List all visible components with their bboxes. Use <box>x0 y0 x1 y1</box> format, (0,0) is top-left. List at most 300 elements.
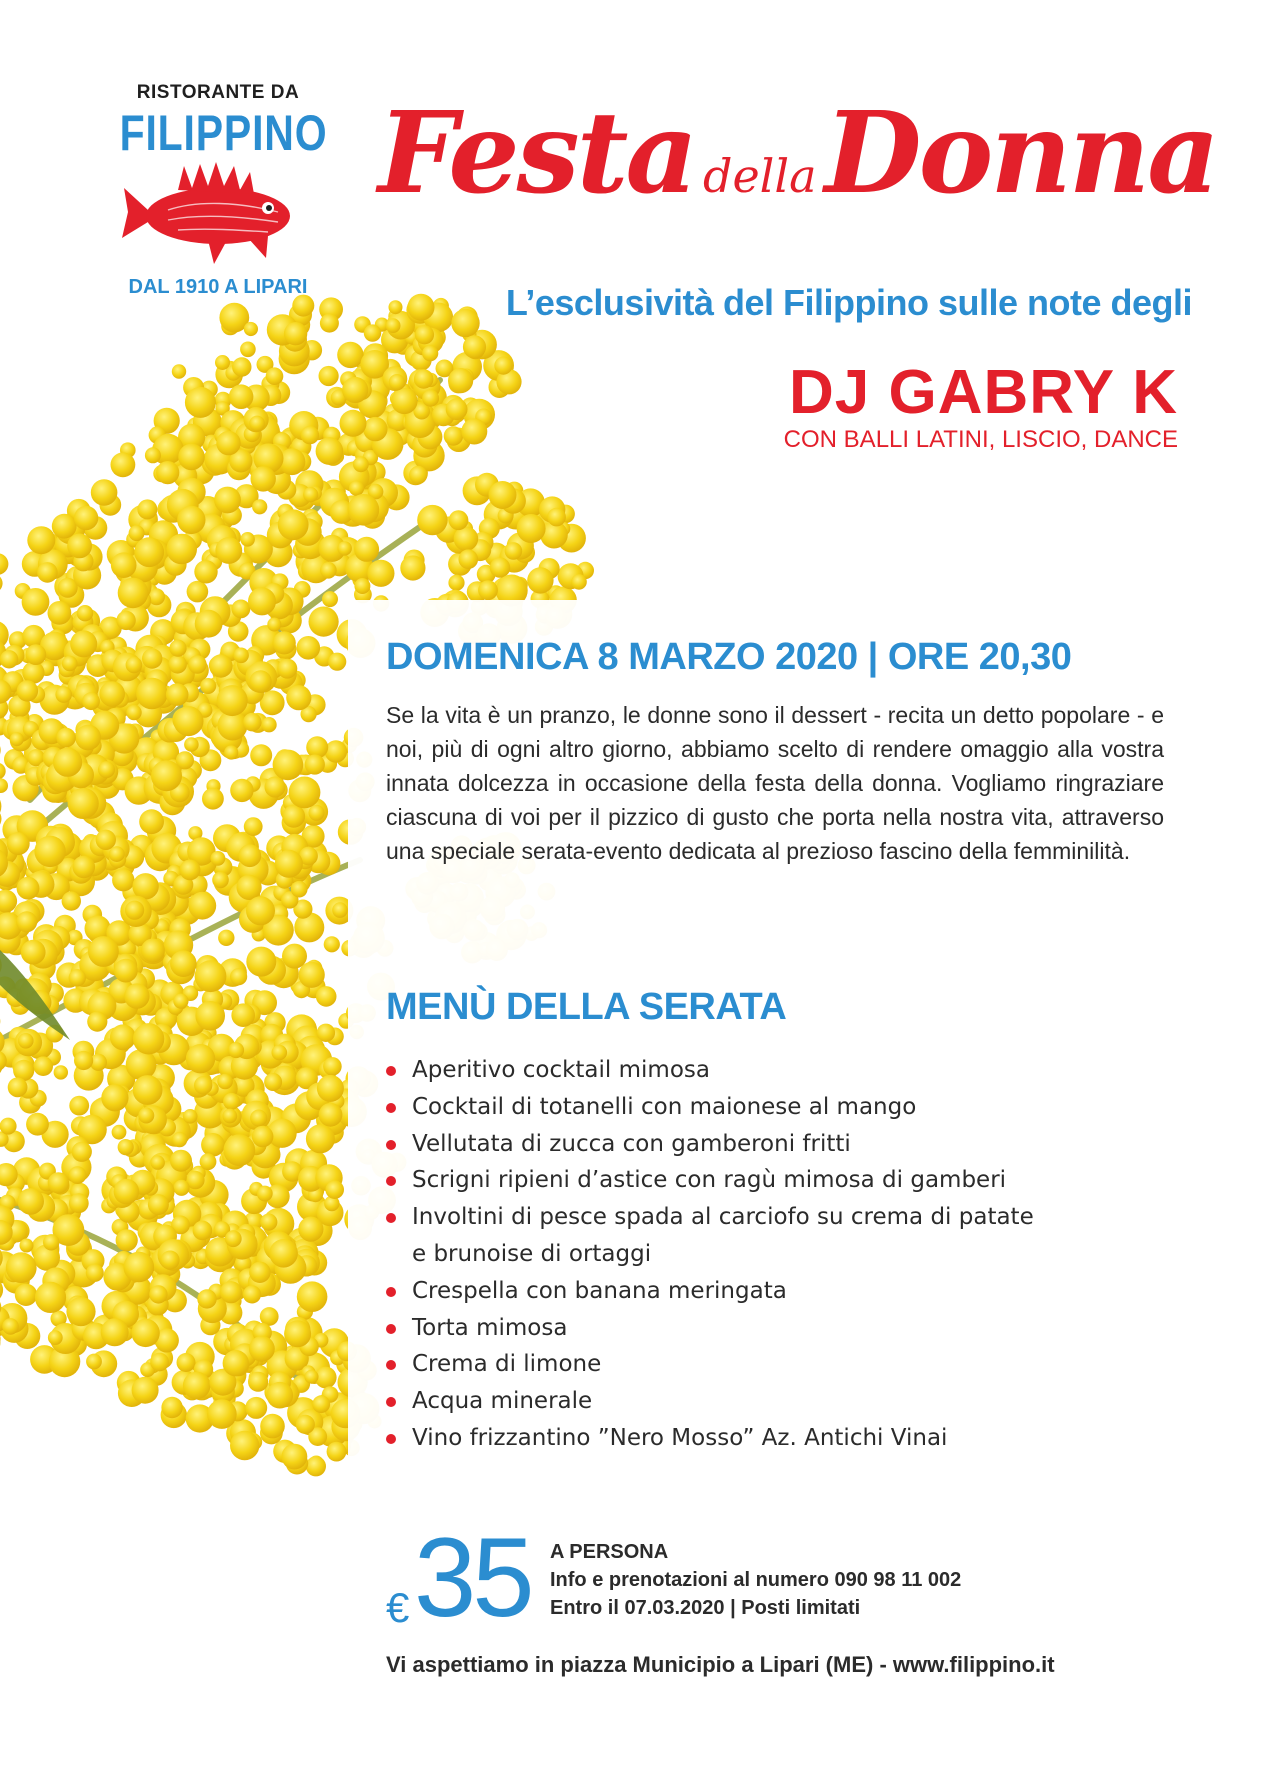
mimosa-blossom <box>73 856 96 879</box>
mimosa-blossom <box>48 1172 69 1193</box>
mimosa-blossom <box>136 678 168 710</box>
mimosa-blossom <box>298 1217 323 1242</box>
mimosa-blossom <box>116 611 135 630</box>
title-word-donna: Donna <box>824 88 1217 219</box>
mimosa-blossom <box>490 557 510 577</box>
mimosa-blossom <box>249 1262 270 1283</box>
mimosa-blossom <box>174 706 204 736</box>
mimosa-blossom <box>99 681 125 707</box>
mimosa-blossom <box>211 851 226 866</box>
mimosa-blossom <box>459 549 479 569</box>
mimosa-blossom <box>74 506 98 530</box>
mimosa-blossom <box>327 1442 347 1462</box>
mimosa-blossom <box>306 1456 326 1476</box>
mimosa-blossom <box>8 1077 28 1097</box>
mimosa-blossom <box>109 846 125 862</box>
mimosa-blossom <box>267 1382 294 1409</box>
mimosa-blossom <box>309 805 325 821</box>
mimosa-blossom <box>224 745 238 759</box>
mimosa-blossom <box>183 1372 211 1400</box>
mimosa-blossom <box>197 1289 216 1308</box>
mimosa-blossom <box>185 387 216 418</box>
mimosa-blossom <box>25 644 46 665</box>
mimosa-blossom <box>111 452 136 477</box>
mimosa-blossom <box>364 324 381 341</box>
mimosa-blossom <box>243 1285 261 1303</box>
mimosa-blossom <box>317 1075 344 1102</box>
mimosa-blossom <box>33 1056 53 1076</box>
mimosa-blossom <box>178 444 205 471</box>
menu-list <box>386 1052 1086 1457</box>
mimosa-blossom <box>156 461 179 484</box>
mimosa-blossom <box>463 335 486 358</box>
mimosa-blossom <box>218 930 234 946</box>
mimosa-blossom <box>338 541 352 555</box>
mimosa-blossom <box>77 605 93 621</box>
mimosa-blossom <box>414 369 434 389</box>
mimosa-blossom <box>35 1282 66 1313</box>
mimosa-blossom <box>172 1132 187 1147</box>
mimosa-blossom <box>48 601 72 625</box>
mimosa-blossom <box>161 1397 182 1418</box>
mimosa-blossom <box>223 1134 255 1166</box>
mimosa-blossom <box>220 1281 242 1303</box>
mimosa-blossom <box>250 1110 267 1127</box>
mimosa-blossom <box>505 542 523 560</box>
mimosa-blossom <box>316 986 337 1007</box>
mimosa-blossom <box>177 1353 196 1372</box>
mimosa-blossom <box>188 655 207 674</box>
scorpionfish-icon <box>118 160 318 270</box>
mimosa-blossom <box>72 1142 92 1162</box>
mimosa-blossom <box>202 788 224 810</box>
mimosa-blossom <box>252 1126 274 1148</box>
mimosa-blossom <box>215 537 242 564</box>
mimosa-blossom <box>0 574 3 593</box>
mimosa-blossom <box>53 748 82 777</box>
mimosa-blossom <box>389 374 405 390</box>
mimosa-blossom <box>265 777 286 798</box>
dj-name: DJ GABRY K <box>789 358 1178 427</box>
mimosa-blossom <box>217 1074 233 1090</box>
mimosa-blossom <box>142 648 162 668</box>
mimosa-blossom <box>170 1150 192 1172</box>
mimosa-blossom <box>319 1103 343 1127</box>
mimosa-blossom <box>112 1125 127 1140</box>
mimosa-blossom <box>245 1397 267 1419</box>
logo-name: FILIPPINO <box>119 105 328 161</box>
mimosa-blossom <box>349 481 364 496</box>
mimosa-blossom <box>306 1124 335 1153</box>
mimosa-blossom <box>7 832 30 855</box>
mimosa-blossom <box>348 494 380 526</box>
menu-title: MENÙ DELLA SERATA <box>386 986 787 1028</box>
mimosa-blossom <box>249 1336 275 1362</box>
mimosa-blossom <box>133 1075 163 1105</box>
mimosa-blossom <box>250 744 272 766</box>
mimosa-blossom <box>150 1353 169 1372</box>
mimosa-blossom <box>110 1024 136 1050</box>
mimosa-blossom <box>137 499 157 519</box>
mimosa-blossom <box>56 728 76 748</box>
mimosa-blossom <box>337 342 363 368</box>
mimosa-blossom <box>82 692 100 710</box>
mimosa-blossom <box>319 366 339 386</box>
mimosa-blossom <box>62 656 78 672</box>
mimosa-blossom <box>129 525 145 541</box>
mimosa-blossom <box>131 1319 159 1347</box>
mimosa-blossom <box>267 618 281 632</box>
mimosa-blossom <box>248 587 276 615</box>
mimosa-blossom <box>114 1179 140 1205</box>
mimosa-blossom <box>132 1377 159 1404</box>
mimosa-blossom <box>0 778 8 793</box>
mimosa-blossom <box>246 947 276 977</box>
mimosa-blossom <box>48 1330 63 1345</box>
mimosa-blossom <box>214 487 241 514</box>
mimosa-blossom <box>70 630 97 657</box>
mimosa-blossom <box>571 574 587 590</box>
mimosa-blossom <box>449 510 469 530</box>
mimosa-blossom <box>422 345 438 361</box>
footer-address: Vi aspettiamo in piazza Municipio a Lipari (ME) - www.filippino.it <box>386 1652 1055 1677</box>
mimosa-blossom <box>173 1180 189 1196</box>
mimosa-blossom <box>68 788 99 819</box>
price-block <box>386 1515 1086 1640</box>
mimosa-blossom <box>141 939 165 963</box>
mimosa-blossom <box>126 705 141 720</box>
mimosa-blossom <box>184 737 199 752</box>
mimosa-blossom <box>172 364 186 378</box>
mimosa-blossom <box>448 368 473 393</box>
mimosa-blossom <box>409 466 427 484</box>
mimosa-blossom <box>489 481 517 509</box>
mimosa-blossom <box>231 1003 255 1027</box>
mimosa-blossom <box>273 631 296 654</box>
mimosa-blossom <box>309 607 339 637</box>
mimosa-blossom <box>478 580 498 600</box>
mimosa-blossom <box>291 881 308 898</box>
mimosa-blossom <box>138 1108 154 1124</box>
mimosa-blossom <box>249 416 265 432</box>
mimosa-blossom <box>116 1229 138 1251</box>
mimosa-blossom <box>517 514 546 543</box>
menu-item: Crema di limone <box>386 1346 1086 1383</box>
logo-since: DAL 1910 A LIPARI <box>128 276 308 298</box>
price-info <box>550 1538 961 1622</box>
mimosa-blossom <box>69 1166 87 1184</box>
mimosa-blossom <box>6 1252 37 1283</box>
mimosa-blossom <box>444 426 463 445</box>
mimosa-blossom <box>194 560 217 583</box>
mimosa-blossom <box>305 1370 319 1384</box>
mimosa-blossom <box>34 836 65 867</box>
mimosa-blossom <box>125 901 144 920</box>
mimosa-blossom <box>223 1093 240 1110</box>
mimosa-blossom <box>187 581 209 603</box>
mimosa-blossom <box>273 750 304 781</box>
mimosa-blossom <box>448 575 464 591</box>
mimosa-blossom <box>332 902 348 918</box>
mimosa-blossom <box>74 1051 93 1070</box>
mimosa-blossom <box>170 950 197 977</box>
mimosa-blossom <box>177 506 205 534</box>
mimosa-blossom <box>230 1431 259 1460</box>
mimosa-blossom <box>240 532 255 547</box>
mimosa-blossom <box>363 417 387 441</box>
mimosa-blossom <box>243 713 262 732</box>
mimosa-blossom <box>18 1033 34 1049</box>
mimosa-blossom <box>86 1264 104 1282</box>
mimosa-blossom <box>151 1155 165 1169</box>
mimosa-blossom <box>229 384 254 409</box>
mimosa-blossom <box>244 322 258 336</box>
mimosa-blossom <box>55 686 72 703</box>
mimosa-blossom <box>325 740 347 762</box>
mimosa-blossom <box>195 1001 225 1031</box>
mimosa-blossom <box>195 960 227 992</box>
mimosa-blossom <box>173 994 188 1009</box>
mimosa-blossom <box>118 1139 134 1155</box>
mimosa-blossom <box>303 487 318 502</box>
mimosa-blossom <box>354 578 370 594</box>
mimosa-blossom <box>133 1023 164 1054</box>
mimosa-blossom <box>225 1230 242 1247</box>
mimosa-blossom <box>200 678 216 694</box>
mimosa-blossom <box>277 659 297 679</box>
mimosa-blossom <box>96 830 116 850</box>
mimosa-blossom <box>212 872 229 889</box>
mimosa-blossom <box>69 1096 89 1116</box>
mimosa-blossom <box>186 1044 215 1073</box>
mimosa-blossom <box>118 578 149 609</box>
menu-item: Vino frizzantino ”Nero Mosso” Az. Antichi Vinai <box>386 1420 1086 1457</box>
mimosa-blossom <box>132 873 158 899</box>
mimosa-blossom <box>217 685 248 716</box>
mimosa-blossom <box>417 505 447 535</box>
mimosa-blossom <box>54 1065 68 1079</box>
mimosa-blossom <box>328 653 346 671</box>
mimosa-blossom <box>17 1188 44 1215</box>
mimosa-blossom <box>215 355 230 370</box>
event-intro: Se la vita è un pranzo, le donne sono il dessert - recita un detto popolare - e noi, più di ogni altro giorno, abbiamo scelto di rendere omaggio alla vostra innata dolcezza in occasione della festa della donna. Vogliamo ringraziare ciascuna di voi per il pizzico di gusto che porta nella nostra vita, attraverso una speciale serata-evento dedicata al prezioso fascino della femminilità. <box>386 702 1164 864</box>
mimosa-blossom <box>282 805 305 828</box>
mimosa-blossom <box>66 1297 95 1326</box>
mimosa-blossom <box>240 342 256 358</box>
menu-item <box>386 1199 1086 1273</box>
mimosa-blossom <box>126 657 143 674</box>
mimosa-blossom <box>69 969 86 986</box>
mimosa-blossom <box>264 1073 282 1091</box>
mimosa-blossom <box>391 388 417 414</box>
mimosa-blossom <box>260 1414 285 1439</box>
mimosa-blossom <box>422 390 439 407</box>
mimosa-blossom <box>86 1354 102 1370</box>
mimosa-blossom <box>353 456 369 472</box>
mimosa-blossom <box>91 479 118 506</box>
mimosa-blossom <box>0 1118 17 1135</box>
restaurant-logo <box>98 82 338 322</box>
mimosa-blossom <box>69 1193 89 1213</box>
mimosa-blossom <box>161 1251 180 1270</box>
price-per-person: A PERSONA <box>550 1541 669 1563</box>
mimosa-blossom <box>228 1042 244 1058</box>
mimosa-blossom <box>257 1186 273 1202</box>
mimosa-blossom <box>284 1320 311 1347</box>
mimosa-blossom <box>134 537 164 567</box>
mimosa-blossom <box>269 1239 298 1268</box>
event-date: DOMENICA 8 MARZO 2020 | ORE 20,30 <box>386 636 1072 678</box>
mimosa-blossom <box>282 944 307 969</box>
dj-block <box>783 358 1178 454</box>
mimosa-blossom <box>275 850 303 878</box>
mimosa-blossom <box>342 377 368 403</box>
mimosa-blossom <box>282 1444 308 1470</box>
price-amount: 35 <box>414 1515 531 1640</box>
mimosa-blossom <box>17 680 38 701</box>
mimosa-blossom <box>325 1180 344 1199</box>
mimosa-blossom <box>209 654 232 677</box>
mimosa-blossom <box>527 567 553 593</box>
subtitle: L’esclusività del Filippino sulle note degli <box>505 282 1192 323</box>
mimosa-blossom <box>201 1133 225 1157</box>
mimosa-blossom <box>200 1153 217 1170</box>
booking-deadline: Entro il 07.03.2020 | Posti limitati <box>550 1597 861 1619</box>
mimosa-blossom <box>244 817 263 836</box>
mimosa-blossom <box>112 869 134 891</box>
mimosa-blossom <box>232 357 251 376</box>
mimosa-blossom <box>400 555 425 580</box>
mimosa-blossom <box>195 610 223 638</box>
price-currency: € <box>386 1584 410 1631</box>
mimosa-blossom <box>124 1252 155 1283</box>
mimosa-blossom <box>168 655 187 674</box>
mimosa-blossom <box>183 1109 198 1124</box>
mimosa-blossom <box>27 526 55 554</box>
mimosa-blossom <box>250 670 272 692</box>
mimosa-blossom <box>289 777 321 809</box>
mimosa-blossom <box>297 636 321 660</box>
mimosa-blossom <box>320 562 337 579</box>
mimosa-blossom <box>251 466 276 491</box>
mimosa-blossom <box>230 779 253 802</box>
mimosa-blossom <box>67 534 92 559</box>
mimosa-blossom <box>0 650 18 668</box>
mimosa-blossom <box>454 526 479 551</box>
mimosa-blossom <box>21 940 46 965</box>
dj-genres: CON BALLI LATINI, LISCIO, DANCE <box>783 426 1178 453</box>
mimosa-blossom <box>233 648 249 664</box>
mimosa-blossom <box>415 325 434 344</box>
menu-item: Crespella con banana meringata <box>386 1273 1086 1310</box>
mimosa-blossom <box>16 911 37 932</box>
booking-info: Info e prenotazioni al numero 090 98 11 002 <box>550 1569 962 1591</box>
menu-item: Cocktail di totanelli con maionese al mango <box>386 1089 1086 1126</box>
mimosa-blossom <box>286 685 311 710</box>
mimosa-blossom <box>367 560 394 587</box>
logo-pretitle: RISTORANTE DA <box>136 82 300 103</box>
mimosa-blossom <box>322 591 338 607</box>
mimosa-blossom <box>232 600 251 619</box>
mimosa-blossom <box>297 1281 328 1312</box>
mimosa-blossom <box>88 936 119 967</box>
menu-item: Acqua minerale <box>386 1383 1086 1420</box>
mimosa-blossom <box>52 514 77 539</box>
title-word-della: della <box>703 149 817 203</box>
mimosa-blossom <box>188 892 216 920</box>
mimosa-blossom <box>284 322 307 345</box>
mimosa-blossom <box>237 875 262 900</box>
mimosa-blossom <box>323 1057 342 1076</box>
mimosa-blossom <box>194 1076 212 1094</box>
mimosa-blossom <box>312 1395 330 1413</box>
mimosa-blossom <box>98 761 115 778</box>
mimosa-blossom <box>139 809 164 834</box>
title-word-festa: Festa <box>378 88 696 219</box>
mimosa-blossom <box>166 534 197 565</box>
mimosa-blossom <box>10 732 24 746</box>
mimosa-blossom <box>446 398 468 420</box>
mimosa-blossom <box>20 1239 34 1253</box>
mimosa-blossom <box>0 763 6 780</box>
event-title <box>378 88 1217 258</box>
mimosa-blossom <box>180 860 201 881</box>
mimosa-blossom <box>216 431 240 455</box>
menu-item-line: Involtini di pesce spada al carciofo su crema di patate <box>412 1204 1034 1231</box>
mimosa-blossom <box>101 1318 129 1346</box>
mimosa-blossom <box>230 968 247 985</box>
mimosa-blossom <box>305 754 325 774</box>
mimosa-blossom <box>222 1109 237 1124</box>
mimosa-blossom <box>145 447 161 463</box>
mimosa-blossom <box>166 683 189 706</box>
mimosa-blossom <box>260 1214 277 1231</box>
mimosa-blossom <box>37 562 58 583</box>
menu-item: Scrigni ripieni d’astice con ragù mimosa di gamberi <box>386 1162 1086 1199</box>
mimosa-blossom <box>278 509 309 540</box>
mimosa-blossom <box>43 1234 59 1250</box>
mimosa-blossom <box>2 1318 19 1335</box>
menu-item-line: e brunoise di ortaggi <box>412 1240 652 1267</box>
mimosa-blossom <box>266 367 284 385</box>
mimosa-blossom <box>261 717 276 732</box>
mimosa-blossom <box>272 1045 288 1061</box>
menu-item: Aperitivo cocktail mimosa <box>386 1052 1086 1089</box>
mimosa-blossom <box>461 419 487 445</box>
menu-item: Torta mimosa <box>386 1310 1086 1347</box>
mimosa-blossom <box>193 1221 213 1241</box>
mimosa-blossom <box>324 936 340 952</box>
mimosa-blossom <box>101 1084 128 1111</box>
mimosa-blossom <box>148 1194 169 1215</box>
mimosa-blossom <box>114 959 138 983</box>
mimosa-blossom <box>0 738 1 763</box>
mimosa-blossom <box>207 1399 237 1429</box>
mimosa-blossom <box>494 357 512 375</box>
mimosa-blossom <box>151 760 182 791</box>
mimosa-blossom <box>124 983 149 1008</box>
mimosa-blossom <box>87 1012 107 1032</box>
mimosa-blossom <box>223 1350 249 1376</box>
mimosa-blossom <box>248 1372 268 1392</box>
mimosa-blossom <box>238 844 261 867</box>
mimosa-blossom <box>252 499 267 514</box>
mimosa-blossom <box>149 1285 167 1303</box>
mimosa-blossom <box>0 553 8 575</box>
mimosa-blossom <box>22 588 50 616</box>
mimosa-blossom <box>62 891 81 910</box>
mimosa-blossom <box>17 877 40 900</box>
